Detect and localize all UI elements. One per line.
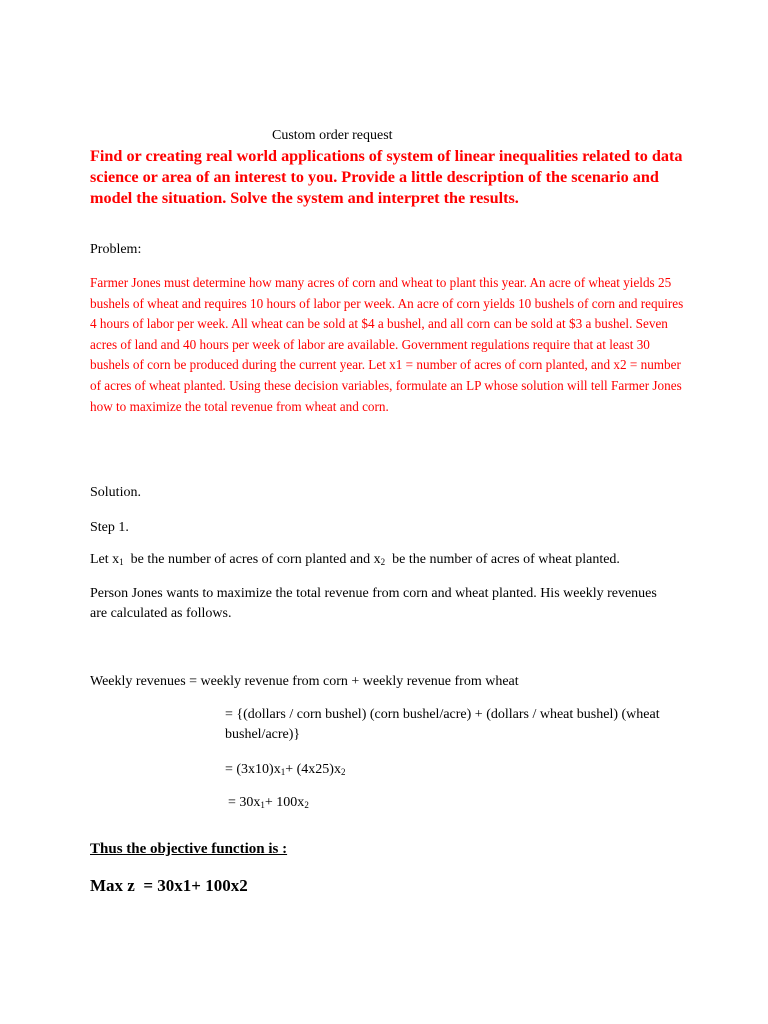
let-sub-1: 1 — [119, 557, 124, 567]
eq3-part-1: = 30x — [228, 795, 261, 810]
problem-label: Problem: — [90, 242, 142, 257]
solution-label: Solution. — [90, 485, 141, 500]
eq2-sub-1: 1 — [280, 767, 286, 777]
solution-intro: Person Jones wants to maximize the total revenue from corn and wheat planted. His weekly revenues are calculated as follows. — [90, 586, 657, 621]
let-part-2: be the number of acres of corn planted and x — [123, 552, 381, 567]
objective-label: Thus the objective function is : — [90, 841, 288, 857]
equation-3 — [228, 793, 309, 813]
objective-function: Max z = 30x1+ 100x2 — [90, 876, 248, 895]
revenue-line: Weekly revenues = weekly revenue from corn + weekly revenue from wheat — [90, 674, 519, 689]
step-label: Step 1. — [90, 520, 129, 535]
let-sub-2: 2 — [380, 557, 386, 567]
eq3-sub-2: 2 — [304, 800, 309, 810]
let-line — [90, 550, 620, 570]
problem-text: Farmer Jones must determine how many acres of corn and wheat to plant this year. An acre of wheat yields 25 bushels of wheat and requires 10 hours of labor per week. An acre of corn yields 10 bushels of corn and requires 4 hours of labor per week. All wheat can be sold at $4 a bushel, and all corn can be sold at $3 a bushel. Seven acres of land and 40 hours per week of labor are available. Government regulations require that at least 30 bushels of corn be produced during the current year. Let x1 = number of acres of corn planted, and x2 = number of acres of wheat planted. Using these decision variables, formulate an LP whose solution will tell Farmer Jones how to maximize the total revenue from wheat and corn. — [90, 275, 684, 414]
eq2-sub-2: 2 — [340, 767, 346, 777]
task-heading: Find or creating real world applications of system of linear inequalities related to data science or area of an interest to you. Provide a little description of the scenario and model the situation. Solve the system and interpret the results. — [90, 147, 683, 207]
let-part-3: be the number of acres of wheat planted. — [385, 552, 620, 567]
eq2-part-1: = (3x10)x — [225, 762, 281, 777]
equation-1: = {(dollars / corn bushel) (corn bushel/acre) + (dollars / wheat bushel) (wheat bushel/acre)} — [225, 707, 660, 742]
eq2-part-2: + (4x25)x — [285, 762, 341, 777]
eq3-sub-1: 1 — [260, 800, 265, 810]
eq3-part-2: + 100x — [264, 795, 305, 810]
equation-2 — [225, 760, 345, 780]
let-part-1: Let x — [90, 552, 120, 567]
order-title: Custom order request — [272, 128, 393, 143]
